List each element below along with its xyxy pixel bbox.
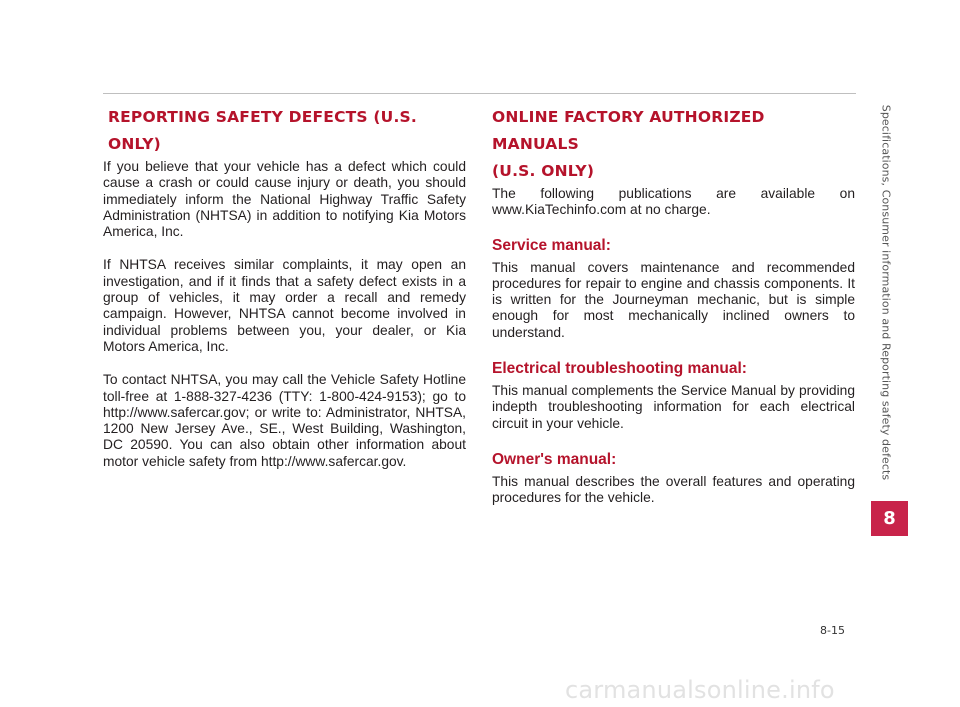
- online-manuals-title-line1: ONLINE FACTORY AUTHORIZED MANUALS: [492, 108, 765, 153]
- chapter-side-label-text: Specifications, Consumer information and Reporting safety defects: [879, 104, 893, 480]
- electrical-manual-title: Electrical troubleshooting manual:: [492, 360, 747, 378]
- left-column: [103, 104, 466, 487]
- online-manuals-title: [492, 104, 855, 185]
- reporting-paragraph-2: If NHTSA receives similar complaints, it may open an investigation, and if it finds that a safety defect exists in a group of vehicles, it may order a recall and remedy campaign. However, NHTSA cannot become involved in individual problems between you, your dealer, or Kia Motors America, Inc.: [103, 257, 466, 354]
- owners-manual-text: This manual describes the overall features and operating procedures for the vehicle.: [492, 473, 855, 506]
- service-manual-title: Service manual:: [492, 236, 611, 254]
- chapter-tab: 8: [871, 501, 908, 536]
- top-divider: [103, 93, 856, 94]
- owners-manual-title: Owner's manual:: [492, 450, 617, 468]
- reporting-paragraph-3: To contact NHTSA, you may call the Vehicle Safety Hotline toll-free at 1-888-327-4236 (TTY: 1-800-424-9153); go to http://www.safercar.gov; or write to: Administrator, NHTSA, 1200 New Jersey Ave., SE., West Building, Washington, DC 20590. You can also obtain other information about motor vehicle safety from http://www.safercar.gov.: [103, 372, 466, 469]
- service-manual-text: This manual covers maintenance and recommended procedures for repair to engine and chassis components. It is written for the Journeyman mechanic, but is simple enough for most mechanically inclined owners to understand.: [492, 259, 855, 340]
- electrical-manual-text: This manual complements the Service Manual by providing indepth troubleshooting information for each electrical circuit in your vehicle.: [492, 383, 855, 431]
- page-number: 8-15: [820, 624, 845, 637]
- watermark: carmanualsonline.info: [565, 676, 835, 704]
- chapter-side-label: [866, 92, 906, 492]
- reporting-defects-title: [103, 104, 466, 158]
- online-manuals-title-line2: (U.S. ONLY): [492, 162, 595, 180]
- right-column: [492, 104, 855, 507]
- reporting-defects-title-text: REPORTING SAFETY DEFECTS (U.S. ONLY): [108, 108, 418, 153]
- online-manuals-intro: The following publications are available on www.KiaTechinfo.com at no charge.: [492, 186, 855, 218]
- reporting-paragraph-1: If you believe that your vehicle has a defect which could cause a crash or could cause injury or death, you should immediately inform the National Highway Traffic Safety Administration (NHTSA) in addition to notifying Kia Motors America, Inc.: [103, 159, 466, 240]
